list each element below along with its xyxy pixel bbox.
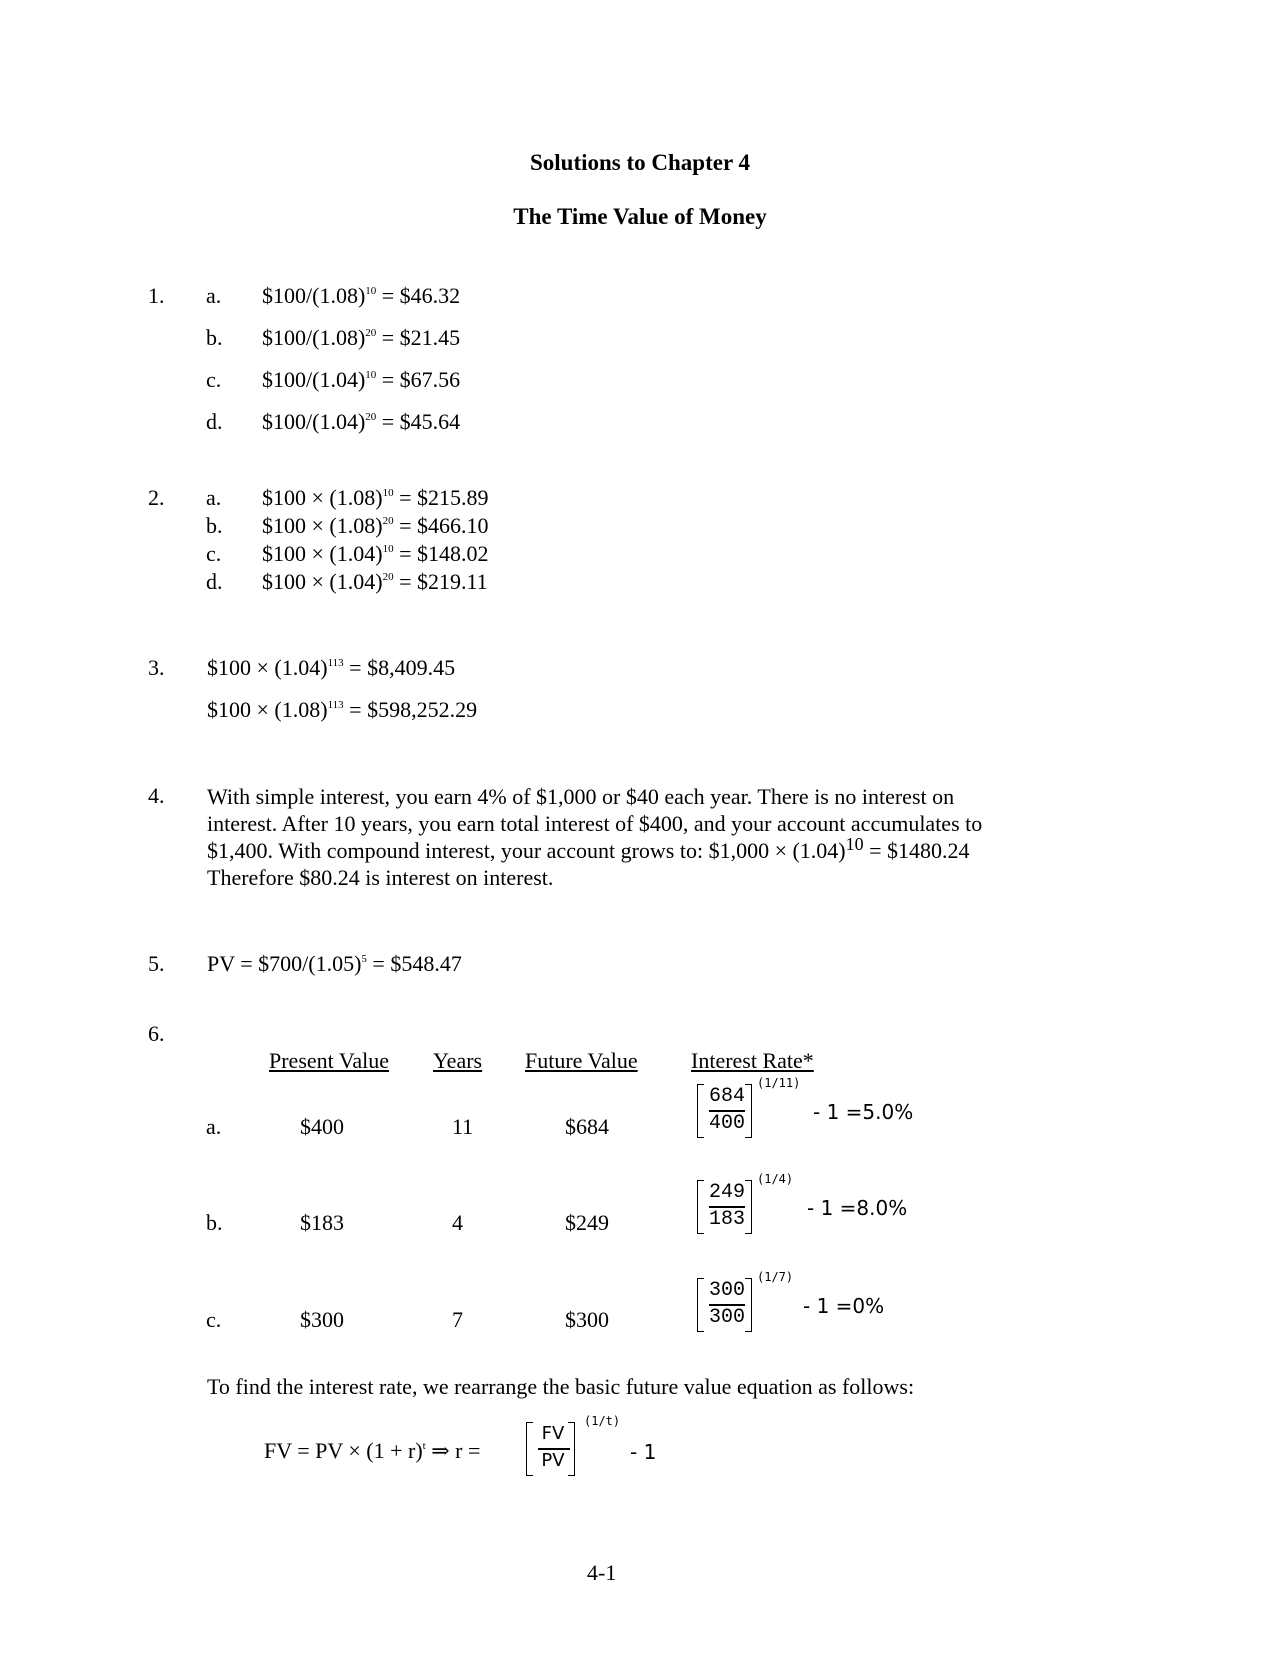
- problem-1d-letter: d.: [206, 409, 223, 434]
- problem-2b-equation: $100 × $(1.08)^{20}$ = $466.10: [262, 513, 489, 538]
- column-header-present-value: Present Value: [269, 1048, 389, 1073]
- problem-6-number: 6.: [148, 1021, 165, 1046]
- problem-4-line-3: $1,400. With compound interest, your account grows to: $1,000 × $(1.04)^{10}$ = $1480.24: [207, 834, 970, 863]
- problem-1a-letter: a.: [206, 283, 222, 308]
- page-title: Solutions to Chapter 4: [529, 150, 751, 175]
- column-header-interest-rate: Interest Rate*: [691, 1048, 814, 1073]
- problem-2b-letter: b.: [206, 513, 223, 538]
- problem-4-paragraph: [207, 783, 1107, 891]
- problem-6c-present-value: $300: [300, 1307, 344, 1332]
- problem-6b-years: 4: [452, 1210, 463, 1235]
- problem-4-line-4: Therefore $80.24 is interest on interest.: [207, 865, 554, 890]
- problem-6b-interest-rate: - 1 =8.0%: [807, 1196, 908, 1220]
- problem-1b-letter: b.: [206, 325, 223, 350]
- problem-1-number: 1.: [148, 283, 165, 308]
- problem-6c-interest-rate: - 1 =0%: [803, 1294, 885, 1318]
- problem-6b-letter: b.: [206, 1210, 223, 1235]
- problem-2d-letter: d.: [206, 569, 223, 594]
- page-subtitle: The Time Value of Money: [513, 204, 767, 229]
- problem-6c-years: 7: [452, 1307, 463, 1332]
- problem-6b-present-value: $183: [300, 1210, 344, 1235]
- interest-rate-note: To find the interest rate, we rearrange the basic future value equation as follows:: [207, 1374, 915, 1399]
- page-number: 4-1: [587, 1560, 617, 1585]
- problem-3-number: 3.: [148, 655, 165, 680]
- problem-6a-future-value: $684: [565, 1114, 609, 1139]
- problem-1b-equation: $\$100/(1.08)^{20}$ = $21.45: [262, 325, 461, 350]
- problem-6b-future-value: $249: [565, 1210, 609, 1235]
- problem-1a-equation: $\$100/(1.08)^{10}$ = $46.32: [262, 283, 461, 308]
- problem-4-line-2: interest. After 10 years, you earn total interest of $400, and your account accumulates to: [207, 811, 983, 836]
- problem-5-equation: PV = $\$700/(1.05)^5$ = $548.47: [207, 951, 462, 976]
- problem-6a-years: 11: [452, 1114, 474, 1139]
- problem-6a-letter: a.: [206, 1114, 222, 1139]
- problem-2c-equation: $100 × $(1.04)^{10}$ = $148.02: [262, 541, 489, 566]
- problem-4-number: 4.: [148, 783, 165, 808]
- formula-left-side: FV = PV × $(1 + r)^t$ ⇒ r =: [264, 1438, 481, 1463]
- problem-6a-interest-rate: - 1 =5.0%: [813, 1100, 914, 1124]
- problem-5-number: 5.: [148, 951, 165, 976]
- problem-1c-letter: c.: [206, 367, 222, 392]
- column-header-future-value: Future Value: [525, 1048, 638, 1073]
- problem-6a-present-value: $400: [300, 1114, 344, 1139]
- problem-3-line-1: $100 × $(1.04)^{113}$ = $8,409.45: [207, 655, 456, 680]
- problem-2c-letter: c.: [206, 541, 222, 566]
- problem-3-line-2: $100 × $(1.08)^{113}$ = $598,252.29: [207, 697, 478, 722]
- problem-6c-future-value: $300: [565, 1307, 609, 1332]
- problem-1d-equation: $\$100/(1.04)^{20}$ = $45.64: [262, 409, 461, 434]
- problem-1c-equation: $\$100/(1.04)^{10}$ = $67.56: [262, 367, 461, 392]
- problem-2-number: 2.: [148, 485, 165, 510]
- formula-minus-one: - 1: [630, 1440, 657, 1464]
- problem-4-line-1: With simple interest, you earn 4% of $1,000 or $40 each year. There is no interest on: [207, 784, 955, 809]
- problem-2a-equation: $100 × $(1.08)^{10}$ = $215.89: [262, 485, 489, 510]
- problem-2d-equation: $100 × $(1.04)^{20}$ = $219.11: [262, 569, 488, 594]
- column-header-years: Years: [433, 1048, 483, 1073]
- problem-6c-letter: c.: [206, 1307, 222, 1332]
- problem-2a-letter: a.: [206, 485, 222, 510]
